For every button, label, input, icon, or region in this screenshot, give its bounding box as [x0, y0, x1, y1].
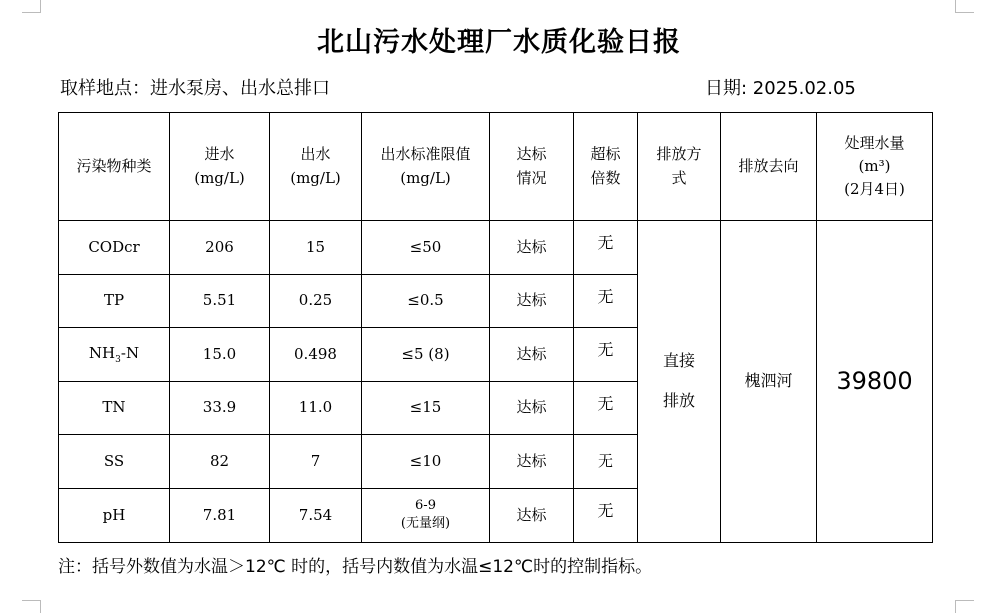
exceed-cell: 无	[574, 381, 638, 435]
inflow-cell: 7.81	[170, 488, 270, 542]
inflow-cell: 5.51	[170, 274, 270, 328]
pollutant-cell: $NH_3-N$	[59, 328, 170, 382]
report-date: 日期: 2025.02.05	[705, 78, 856, 99]
inflow-cell: 82	[170, 435, 270, 489]
outflow-cell: 0.498	[270, 328, 362, 382]
report-title: 北山污水处理厂水质化验日报	[317, 27, 681, 58]
header-limit: 出水标准限值 (mg/L)	[362, 113, 490, 221]
status-cell: 达标	[490, 221, 574, 275]
status-cell: 达标	[490, 328, 574, 382]
header-outflow: 出水 (mg/L)	[270, 113, 362, 221]
status-cell: 达标	[490, 274, 574, 328]
status-cell: 达标	[490, 381, 574, 435]
exceed-cell: 无	[574, 328, 638, 382]
page-corner-mark	[22, 600, 41, 613]
page-corner-mark	[22, 0, 41, 13]
outflow-cell: 7.54	[270, 488, 362, 542]
outflow-cell: 15	[270, 221, 362, 275]
table-header-row	[59, 113, 933, 221]
header-destination: 排放去向	[721, 113, 817, 221]
page-corner-mark	[955, 600, 974, 613]
discharge-method-cell: 直接 排放	[638, 221, 721, 543]
outflow-cell: 11.0	[270, 381, 362, 435]
footnote: 注：括号外数值为水温＞12℃ 时的，括号内数值为水温≤12℃时的控制指标。	[58, 557, 653, 577]
limit-cell: ≤5 (8)	[362, 328, 490, 382]
exceed-cell: 无	[574, 221, 638, 275]
limit-cell: 6-9 (无量纲)	[362, 488, 490, 542]
water-quality-table	[58, 112, 933, 543]
status-cell: 达标	[490, 488, 574, 542]
header-discharge-method: 排放方 式	[638, 113, 721, 221]
pollutant-cell: SS	[59, 435, 170, 489]
pollutant-cell: pH	[59, 488, 170, 542]
header-status: 达标 情况	[490, 113, 574, 221]
status-cell: 达标	[490, 435, 574, 489]
header-inflow: 进水 (mg/L)	[170, 113, 270, 221]
outflow-cell: 7	[270, 435, 362, 489]
header-pollutant: 污染物种类	[59, 113, 170, 221]
outflow-cell: 0.25	[270, 274, 362, 328]
limit-cell: ≤15	[362, 381, 490, 435]
header-volume: 处理水量 (m³) (2月4日)	[817, 113, 933, 221]
header-exceed: 超标 倍数	[574, 113, 638, 221]
limit-cell: ≤50	[362, 221, 490, 275]
exceed-cell: 无	[574, 274, 638, 328]
exceed-cell: 无	[574, 488, 638, 542]
limit-cell: ≤0.5	[362, 274, 490, 328]
inflow-cell: 15.0	[170, 328, 270, 382]
table-row	[59, 221, 933, 275]
pollutant-cell: TN	[59, 381, 170, 435]
limit-cell: ≤10	[362, 435, 490, 489]
sampling-location: 取样地点：进水泵房、出水总排口	[60, 78, 330, 99]
treated-volume-cell: 39800	[817, 221, 933, 543]
page-corner-mark	[955, 0, 974, 13]
pollutant-cell: TP	[59, 274, 170, 328]
discharge-destination-cell: 槐泗河	[721, 221, 817, 543]
inflow-cell: 206	[170, 221, 270, 275]
exceed-cell: 无	[574, 435, 638, 489]
pollutant-cell: CODcr	[59, 221, 170, 275]
inflow-cell: 33.9	[170, 381, 270, 435]
